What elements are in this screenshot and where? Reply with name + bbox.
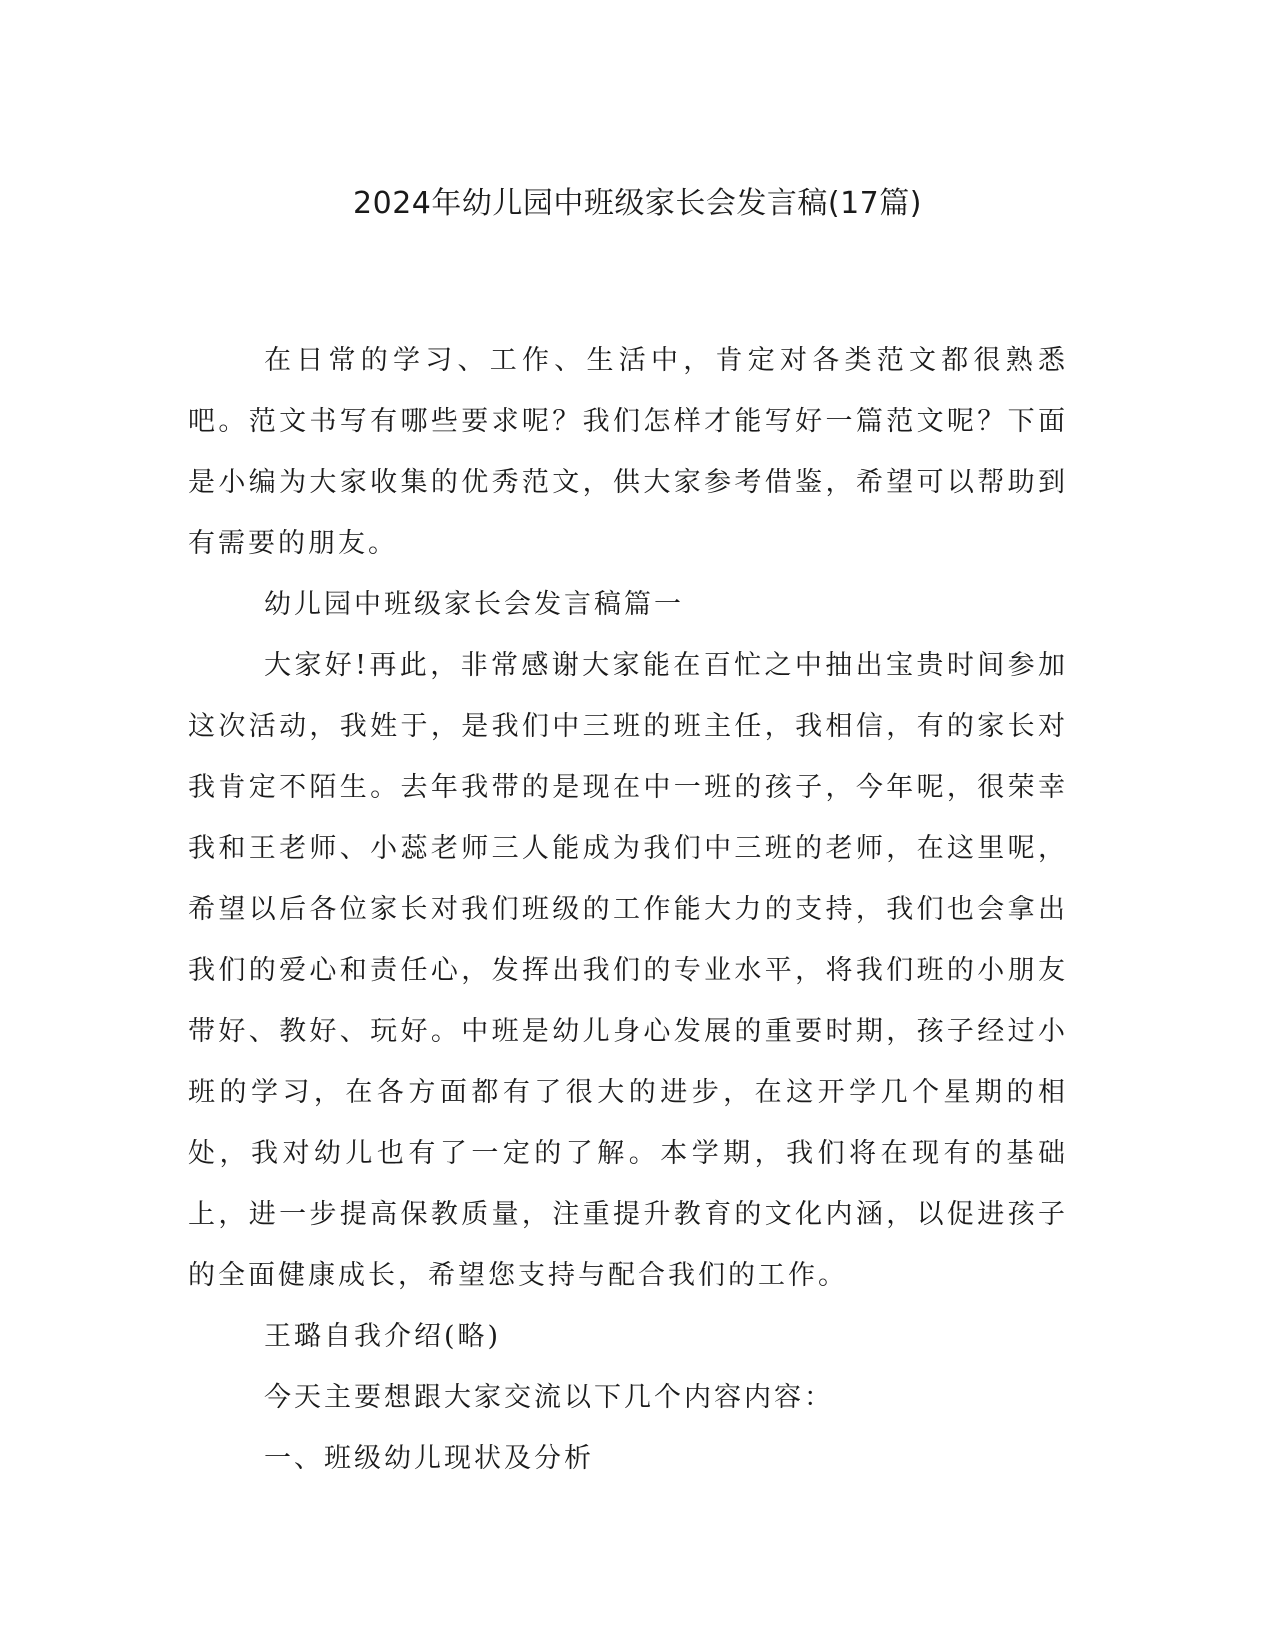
agenda-intro: 今天主要想跟大家交流以下几个内容内容： bbox=[264, 1382, 834, 1413]
intro-paragraph: 在日常的学习、工作、生活中，肯定对各类范文都很熟悉吧。范文书写有哪些要求呢？我们怎样才能写好一篇范文呢？下面是小编为大家收集的优秀范文，供大家参考借鉴，希望可以帮助到有需要的朋友。 bbox=[188, 345, 1068, 559]
document-body bbox=[188, 330, 1068, 1489]
document-title: 2024年幼儿园中班级家长会发言稿(17篇) bbox=[353, 186, 922, 221]
self-intro-note: 王璐自我介绍(略) bbox=[264, 1321, 502, 1352]
section-heading: 幼儿园中班级家长会发言稿篇一 bbox=[264, 589, 684, 620]
speech-paragraph: 大家好!再此，非常感谢大家能在百忙之中抽出宝贵时间参加这次活动，我姓于，是我们中三班的班主任，我相信，有的家长对我肯定不陌生。去年我带的是现在中一班的孩子，今年呢，很荣幸我和王老师、小蕊老师三人能成为我们中三班的老师，在这里呢，希望以后各位家长对我们班级的工作能大力的支持，我们也会拿出我们的爱心和责任心，发挥出我们的专业水平，将我们班的小朋友带好、教好、玩好。中班是幼儿身心发展的重要时期，孩子经过小班的学习，在各方面都有了很大的进步，在这开学几个星期的相处，我对幼儿也有了一定的了解。本学期，我们将在现有的基础上，进一步提高保教质量，注重提升教育的文化内涵，以促进孩子的全面健康成长，希望您支持与配合我们的工作。 bbox=[188, 650, 1068, 1291]
agenda-item-1: 一、班级幼儿现状及分析 bbox=[264, 1443, 594, 1474]
